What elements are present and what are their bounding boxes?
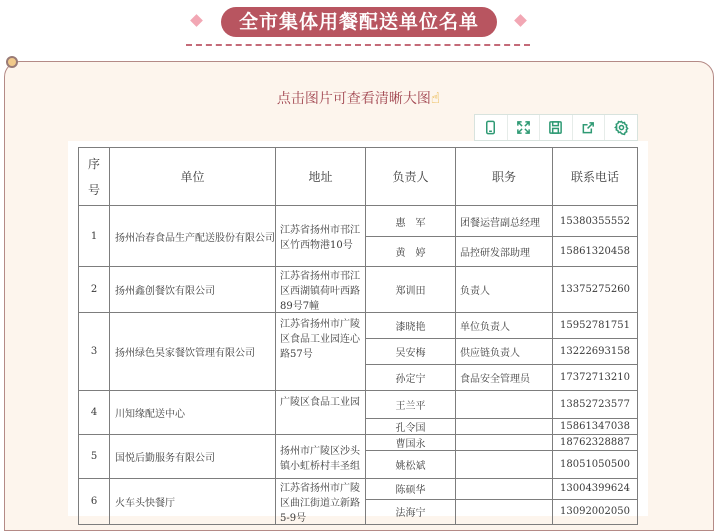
- row-no: 4: [79, 391, 110, 435]
- contact-role: 团餐运营副总经理: [456, 206, 553, 237]
- table-row: [79, 435, 638, 451]
- header-address: 地址: [276, 148, 366, 206]
- diamond-decoration-icon: [190, 14, 203, 27]
- contact-phone: 13375275260: [553, 267, 638, 313]
- header-phone: 联系电话: [553, 148, 638, 206]
- share-button[interactable]: [573, 115, 606, 140]
- contact-role: [456, 499, 553, 524]
- card-corner-dot-icon: [6, 56, 18, 68]
- header-no: 序号: [79, 148, 110, 206]
- contact-name: 郑训田: [366, 267, 456, 313]
- image-toolbar: [474, 114, 638, 141]
- settings-icon: [614, 120, 629, 135]
- contact-name: 王兰平: [366, 391, 456, 419]
- pointing-hand-icon: ☝: [430, 89, 441, 107]
- row-unit: 国悦后勤服务有限公司: [110, 435, 276, 479]
- save-icon: [548, 120, 563, 135]
- settings-button[interactable]: [605, 115, 637, 140]
- row-unit: 扬州鑫创餐饮有限公司: [110, 267, 276, 313]
- contact-role: 食品安全管理员: [456, 365, 553, 391]
- row-address: 广陵区食品工业园: [276, 391, 366, 435]
- header-role: 职务: [456, 148, 553, 206]
- row-no: 2: [79, 267, 110, 313]
- phone-icon: [483, 120, 498, 135]
- contact-name: 孔令国: [366, 419, 456, 435]
- row-address: 江苏省扬州市广陵区食品工业园连心路57号: [276, 313, 366, 391]
- row-unit: 扬州冶春食品生产配送股份有限公司: [110, 206, 276, 267]
- contact-name: 惠 军: [366, 206, 456, 237]
- contact-name: 黄 婷: [366, 237, 456, 267]
- contact-role: [456, 435, 553, 451]
- contact-name: 陈硕华: [366, 479, 456, 500]
- row-unit: 火车头快餐厅: [110, 479, 276, 525]
- row-address: 江苏省扬州市广陵区曲江街道立新路5-9号: [276, 479, 366, 525]
- contact-name: 曹国永: [366, 435, 456, 451]
- contact-role: [456, 451, 553, 479]
- page-title: 全市集体用餐配送单位名单: [221, 7, 497, 37]
- row-no: 5: [79, 435, 110, 479]
- contact-phone: 15861347038: [553, 419, 638, 435]
- contact-phone: 13092002050: [553, 499, 638, 524]
- table-row: [79, 391, 638, 419]
- table-image[interactable]: [68, 141, 648, 524]
- row-unit: 川知缘配送中心: [110, 391, 276, 435]
- header-contact: 负责人: [366, 148, 456, 206]
- view-hint: [0, 88, 717, 108]
- contact-role: 品控研发部助理: [456, 237, 553, 267]
- table-row: [79, 267, 638, 313]
- contact-phone: 17372713210: [553, 365, 638, 391]
- contact-phone: 15952781751: [553, 313, 638, 339]
- row-address: 江苏省扬州市邗江区竹西物港10号: [276, 206, 366, 267]
- row-address: 扬州市广陵区沙头镇小虹桥村丰圣组: [276, 435, 366, 479]
- contact-role: [456, 479, 553, 500]
- contact-phone: 18762328887: [553, 435, 638, 451]
- contact-phone: 15861320458: [553, 237, 638, 267]
- contact-name: 吴安梅: [366, 339, 456, 365]
- contact-name: 法海宁: [366, 499, 456, 524]
- fullscreen-button[interactable]: [508, 115, 541, 140]
- fullscreen-icon: [516, 120, 531, 135]
- contact-role: [456, 391, 553, 419]
- header-unit: 单位: [110, 148, 276, 206]
- contact-name: 孙定宁: [366, 365, 456, 391]
- diamond-decoration-icon: [514, 14, 527, 27]
- row-unit: 扬州绿色昊家餐饮管理有限公司: [110, 313, 276, 391]
- save-button[interactable]: [540, 115, 573, 140]
- dashed-divider: [186, 44, 530, 46]
- unit-table: [78, 147, 638, 525]
- table-row: [79, 206, 638, 237]
- title-banner: [0, 0, 717, 50]
- hint-text: 点击图片可查看清晰大图: [276, 91, 431, 107]
- contact-phone: 18051050500: [553, 451, 638, 479]
- phone-preview-button[interactable]: [475, 115, 508, 140]
- table-row: [79, 313, 638, 339]
- contact-role: 单位负责人: [456, 313, 553, 339]
- contact-phone: 13222693158: [553, 339, 638, 365]
- row-no: 6: [79, 479, 110, 525]
- row-address: 江苏省扬州市邗江区西湖镇荷叶西路89号7幢: [276, 267, 366, 313]
- contact-name: 姚松斌: [366, 451, 456, 479]
- contact-phone: 15380355552: [553, 206, 638, 237]
- contact-role: [456, 419, 553, 435]
- contact-name: 漆晓艳: [366, 313, 456, 339]
- contact-phone: 13004399624: [553, 479, 638, 500]
- row-no: 1: [79, 206, 110, 267]
- contact-role: 供应链负责人: [456, 339, 553, 365]
- contact-phone: 13852723577: [553, 391, 638, 419]
- row-no: 3: [79, 313, 110, 391]
- table-header-row: [79, 148, 638, 206]
- share-icon: [581, 120, 596, 135]
- contact-role: 负责人: [456, 267, 553, 313]
- table-row: [79, 479, 638, 500]
